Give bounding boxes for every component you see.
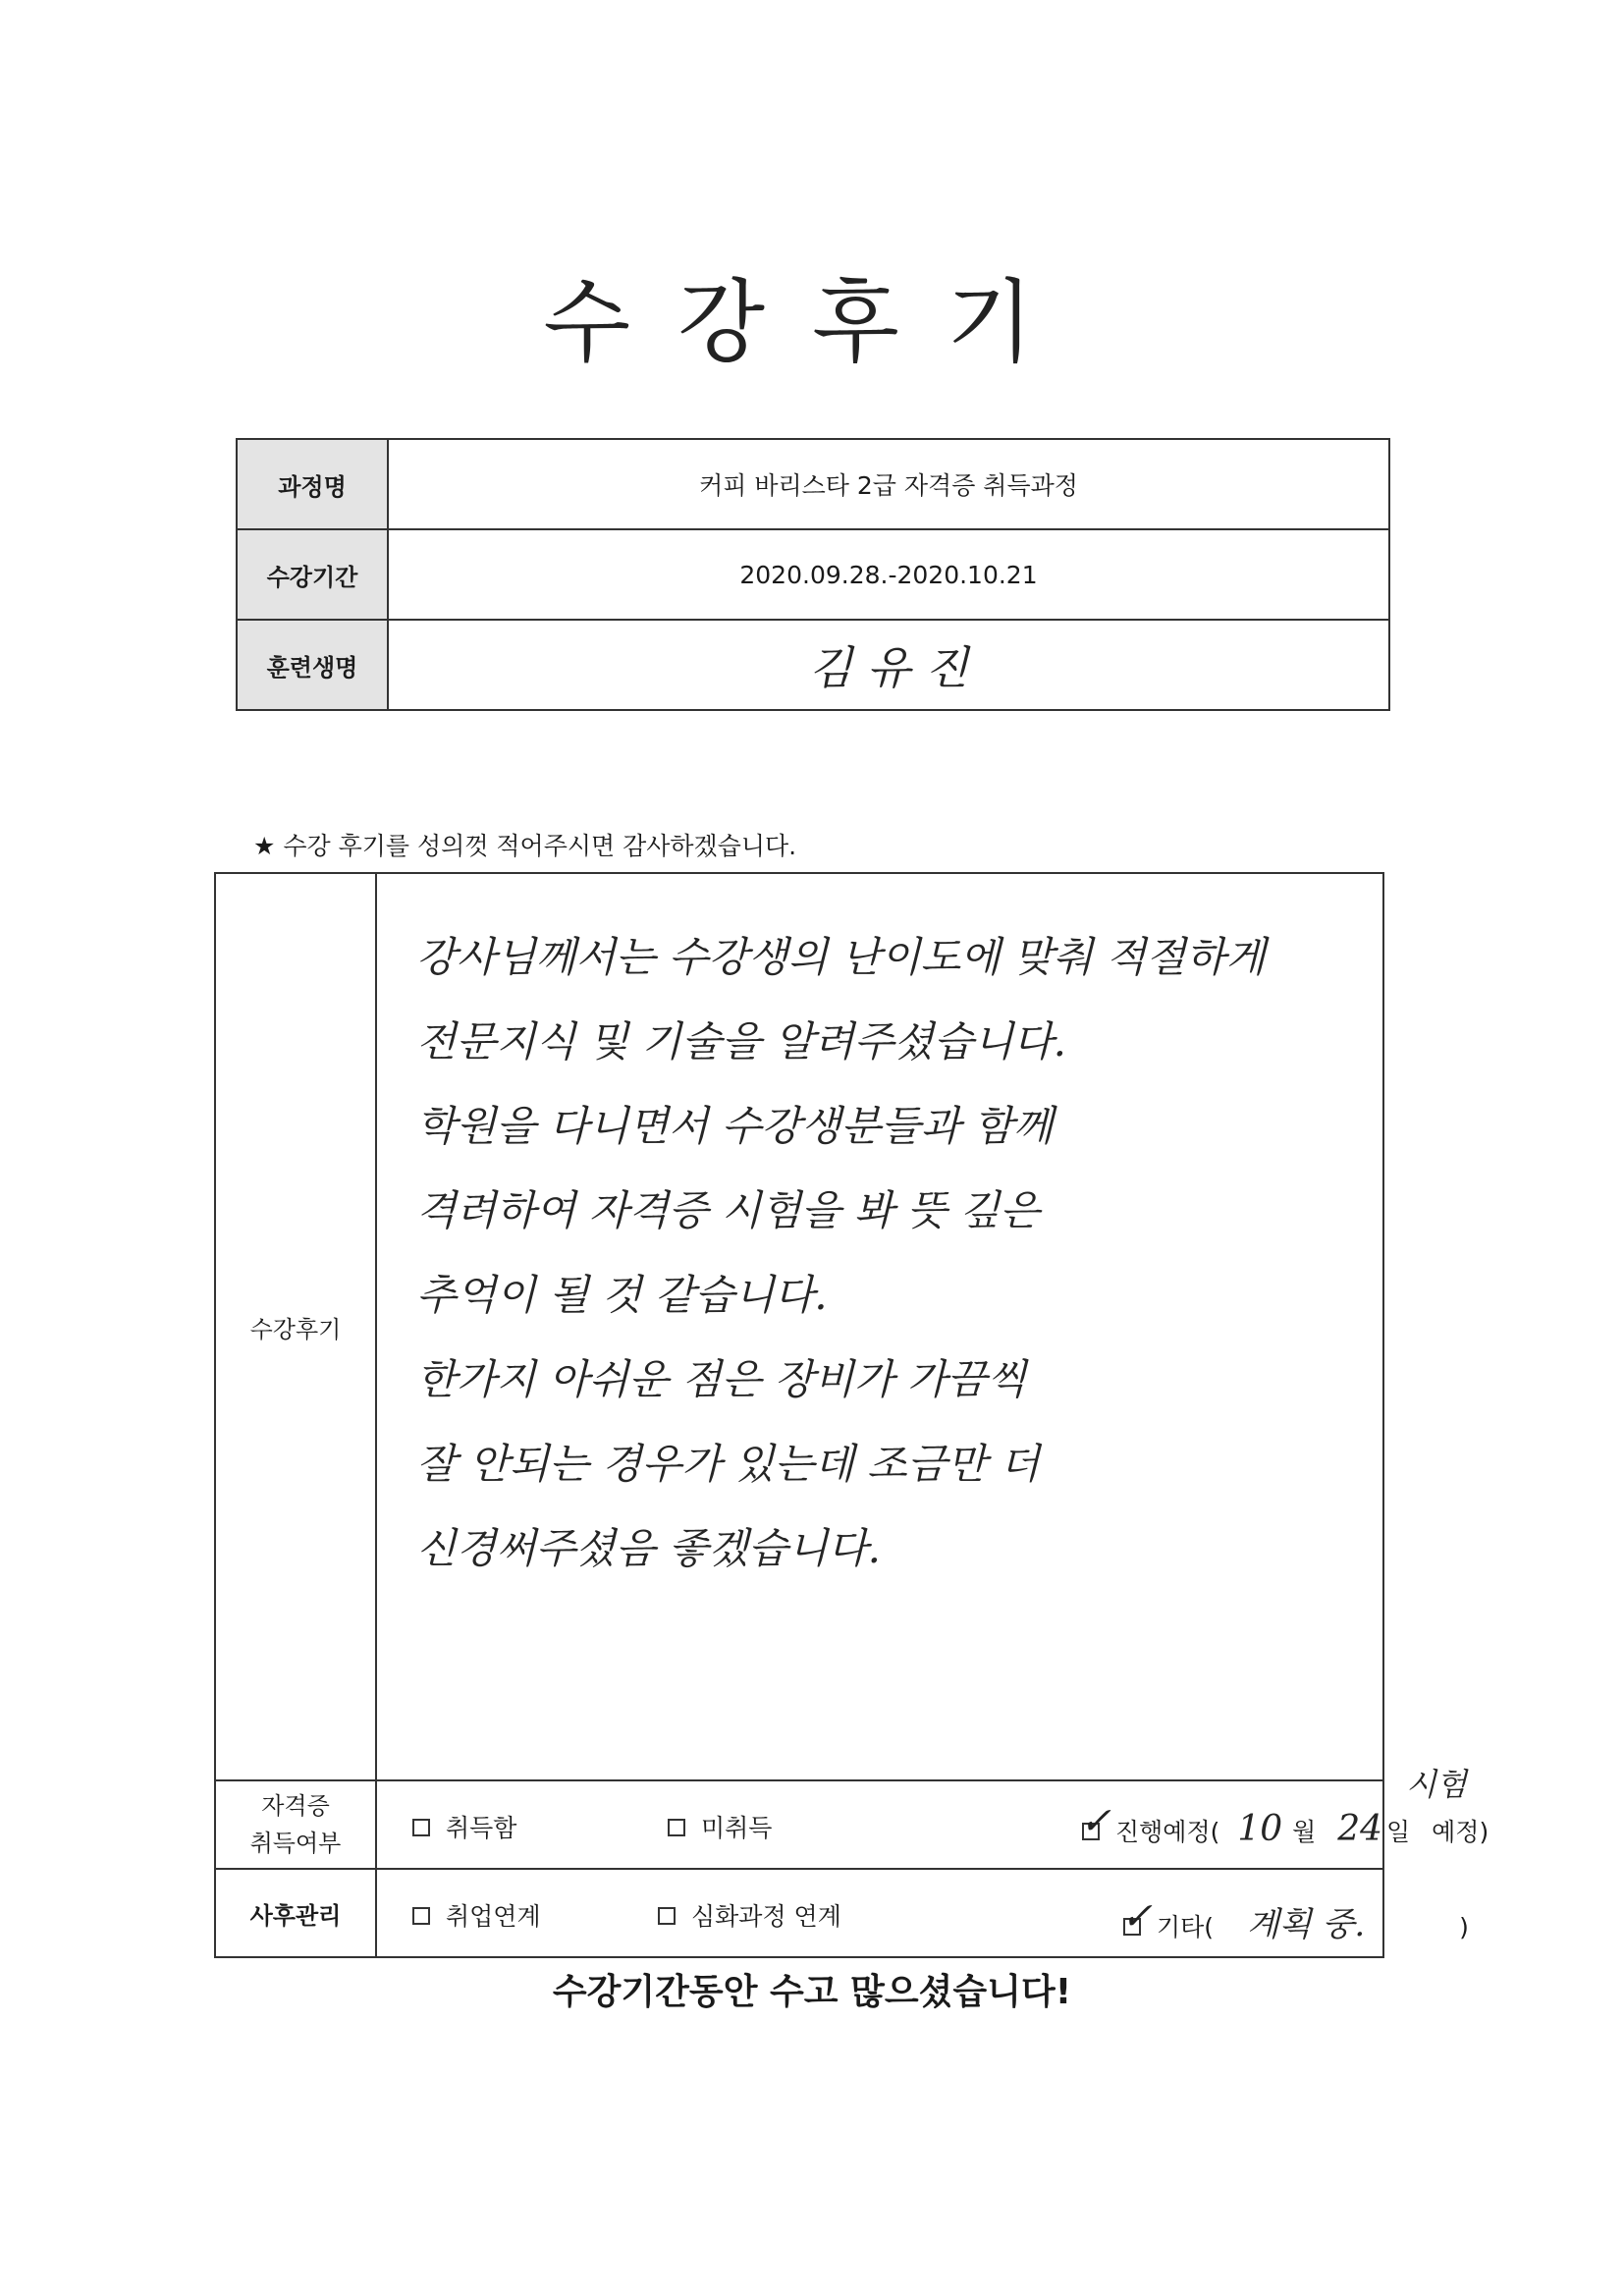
checkmark-icon: ✓ — [1080, 1799, 1111, 1842]
review-line: 전문지식 및 기술을 알려주셨습니다. — [416, 1017, 1066, 1066]
review-line: 추억이 될 것 같습니다. — [416, 1271, 828, 1319]
page-title: 수강후기 — [543, 270, 1081, 375]
option-job-link-label: 취업연계 — [446, 1902, 541, 1931]
checkbox-scheduled[interactable] — [1080, 1799, 1111, 1842]
option-other-prefix: 기타( — [1157, 1913, 1215, 1941]
option-scheduled-prefix: 진행예정( — [1115, 1818, 1220, 1846]
option-job-link — [412, 1897, 541, 1933]
review-line: 한가지 아쉬운 점은 장비가 가끔씩 — [416, 1355, 1027, 1403]
certificate-options — [376, 1766, 1489, 1869]
certificate-label-line1: 자격증 — [261, 1792, 330, 1820]
option-acquired — [412, 1809, 516, 1844]
period-row — [237, 529, 1389, 620]
checkbox-not-acquired[interactable] — [668, 1819, 685, 1836]
review-label: 수강후기 — [215, 873, 376, 1780]
option-advanced-course-label: 심화과정 연계 — [691, 1902, 841, 1931]
review-line: 강사님께서는 수강생의 난이도에 맞춰 적절하게 — [416, 933, 1266, 981]
checkbox-job-link[interactable] — [412, 1907, 430, 1925]
course-value: 커피 바리스타 2급 자격증 취득과정 — [388, 439, 1389, 529]
option-not-acquired-label: 미취득 — [701, 1814, 773, 1842]
review-line: 학원을 다니면서 수강생분들과 함께 — [416, 1102, 1054, 1150]
exam-day: 24 — [1337, 1809, 1383, 1849]
certificate-label — [215, 1780, 376, 1869]
instruction-note: ★ 수강 후기를 성의껏 적어주시면 감사하겠습니다. — [253, 832, 797, 860]
day-unit: 일 — [1386, 1818, 1411, 1846]
other-value: 계획 중. — [1247, 1905, 1366, 1944]
review-row — [215, 873, 1383, 1780]
closing-message: 수강기간동안 수고 많으셨습니다! — [552, 1972, 1072, 2012]
checkbox-acquired[interactable] — [412, 1819, 430, 1836]
trainee-name: 김 유 진 — [388, 620, 1389, 710]
month-unit: 월 — [1292, 1818, 1317, 1846]
trainee-label: 훈련생명 — [237, 620, 388, 710]
course-label: 과정명 — [237, 439, 388, 529]
review-line: 격려하여 자격증 시험을 봐 뜻 깊은 — [416, 1186, 1040, 1234]
trainee-row — [237, 620, 1389, 710]
certificate-row — [215, 1780, 1383, 1869]
option-scheduled-suffix: 예정) — [1432, 1818, 1489, 1846]
period-value: 2020.09.28.-2020.10.21 — [388, 529, 1389, 620]
checkbox-advanced-course[interactable] — [658, 1907, 676, 1925]
option-acquired-label: 취득함 — [446, 1814, 517, 1842]
review-table — [214, 872, 1489, 1958]
review-line: 신경써주셨음 좋겠습니다. — [416, 1524, 881, 1572]
review-line: 잘 안되는 경우가 있는데 조금만 더 — [416, 1440, 1040, 1488]
aftercare-label: 사후관리 — [215, 1869, 376, 1957]
aftercare-options — [376, 1869, 1469, 1957]
checkbox-other[interactable] — [1121, 1894, 1153, 1938]
option-scheduled — [1080, 1766, 1489, 1849]
course-row — [237, 439, 1389, 529]
exam-annotation: 시험 — [1406, 1766, 1467, 1803]
exam-month: 10 — [1237, 1809, 1283, 1849]
course-info-table — [236, 438, 1390, 711]
option-other — [1121, 1894, 1469, 1945]
option-advanced-course — [658, 1897, 841, 1933]
option-other-suffix: ) — [1459, 1913, 1469, 1941]
period-label: 수강기간 — [237, 529, 388, 620]
review-body — [376, 873, 1383, 1780]
checkmark-icon: ✓ — [1121, 1894, 1153, 1938]
certificate-label-line2: 취득여부 — [249, 1830, 342, 1857]
option-not-acquired — [668, 1809, 772, 1844]
aftercare-row — [215, 1869, 1383, 1957]
